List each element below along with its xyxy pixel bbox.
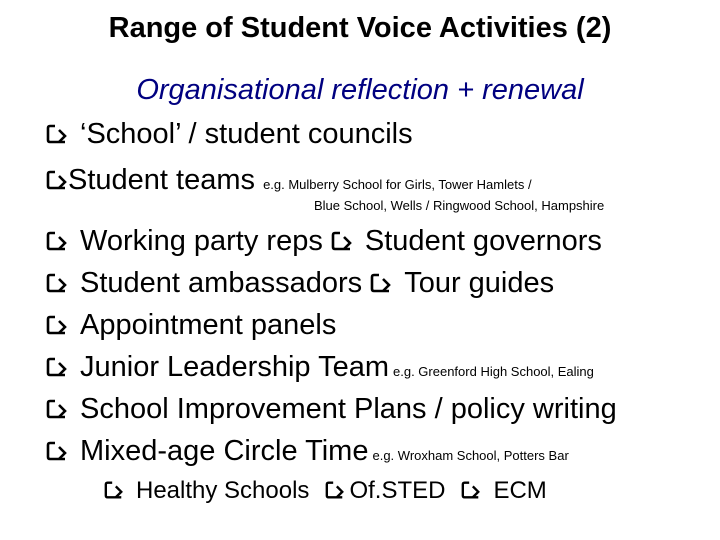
list-item — [46, 434, 569, 473]
item-student-teams: Student teams — [68, 164, 255, 196]
curved-arrow-right-icon — [46, 272, 68, 294]
student-teams-note-continued: Blue School, Wells / Ringwood School, Hampshire — [314, 198, 605, 213]
item-junior-leadership-team: Junior Leadership Team — [80, 351, 389, 383]
curved-arrow-right-icon — [46, 398, 68, 420]
item-school-councils: ‘School’ / student councils — [80, 118, 413, 150]
curved-arrow-right-icon — [461, 480, 481, 500]
circle-time-note: e.g. Wroxham School, Potters Bar — [372, 448, 569, 463]
curved-arrow-right-icon — [46, 123, 68, 145]
list-item — [46, 308, 336, 342]
curved-arrow-right-icon — [104, 480, 124, 500]
slide-title: Range of Student Voice Activities (2) — [108, 12, 612, 44]
slide-subtitle: Organisational reflection + renewal — [136, 74, 584, 106]
curved-arrow-right-icon — [46, 169, 68, 191]
item-student-governors: Student governors — [364, 225, 602, 257]
list-item — [46, 350, 594, 389]
student-teams-note: e.g. Mulberry School for Girls, Tower Hamlets / — [263, 177, 532, 192]
item-working-party-reps: Working party reps — [80, 225, 323, 257]
jlt-note: e.g. Greenford High School, Ealing — [393, 364, 594, 379]
list-item — [46, 163, 532, 202]
list-item — [46, 266, 554, 300]
curved-arrow-right-icon — [46, 314, 68, 336]
curved-arrow-right-icon — [46, 230, 68, 252]
curved-arrow-right-icon — [46, 440, 68, 462]
list-item — [46, 392, 617, 426]
item-school-improvement-plans: School Improvement Plans / policy writing — [80, 393, 617, 425]
bottom-links — [104, 476, 547, 506]
curved-arrow-right-icon — [331, 230, 353, 252]
item-tour-guides: Tour guides — [404, 267, 555, 299]
item-appointment-panels: Appointment panels — [80, 309, 337, 341]
item-student-ambassadors: Student ambassadors — [80, 267, 363, 299]
list-item — [46, 224, 602, 258]
item-ecm: ECM — [493, 477, 547, 504]
curved-arrow-right-icon — [370, 272, 392, 294]
item-mixed-age-circle-time: Mixed-age Circle Time — [80, 435, 369, 467]
curved-arrow-right-icon — [325, 480, 345, 500]
curved-arrow-right-icon — [46, 356, 68, 378]
list-item — [46, 117, 413, 151]
item-ofsted: Of.STED — [349, 477, 446, 504]
item-healthy-schools: Healthy Schools — [136, 477, 310, 504]
